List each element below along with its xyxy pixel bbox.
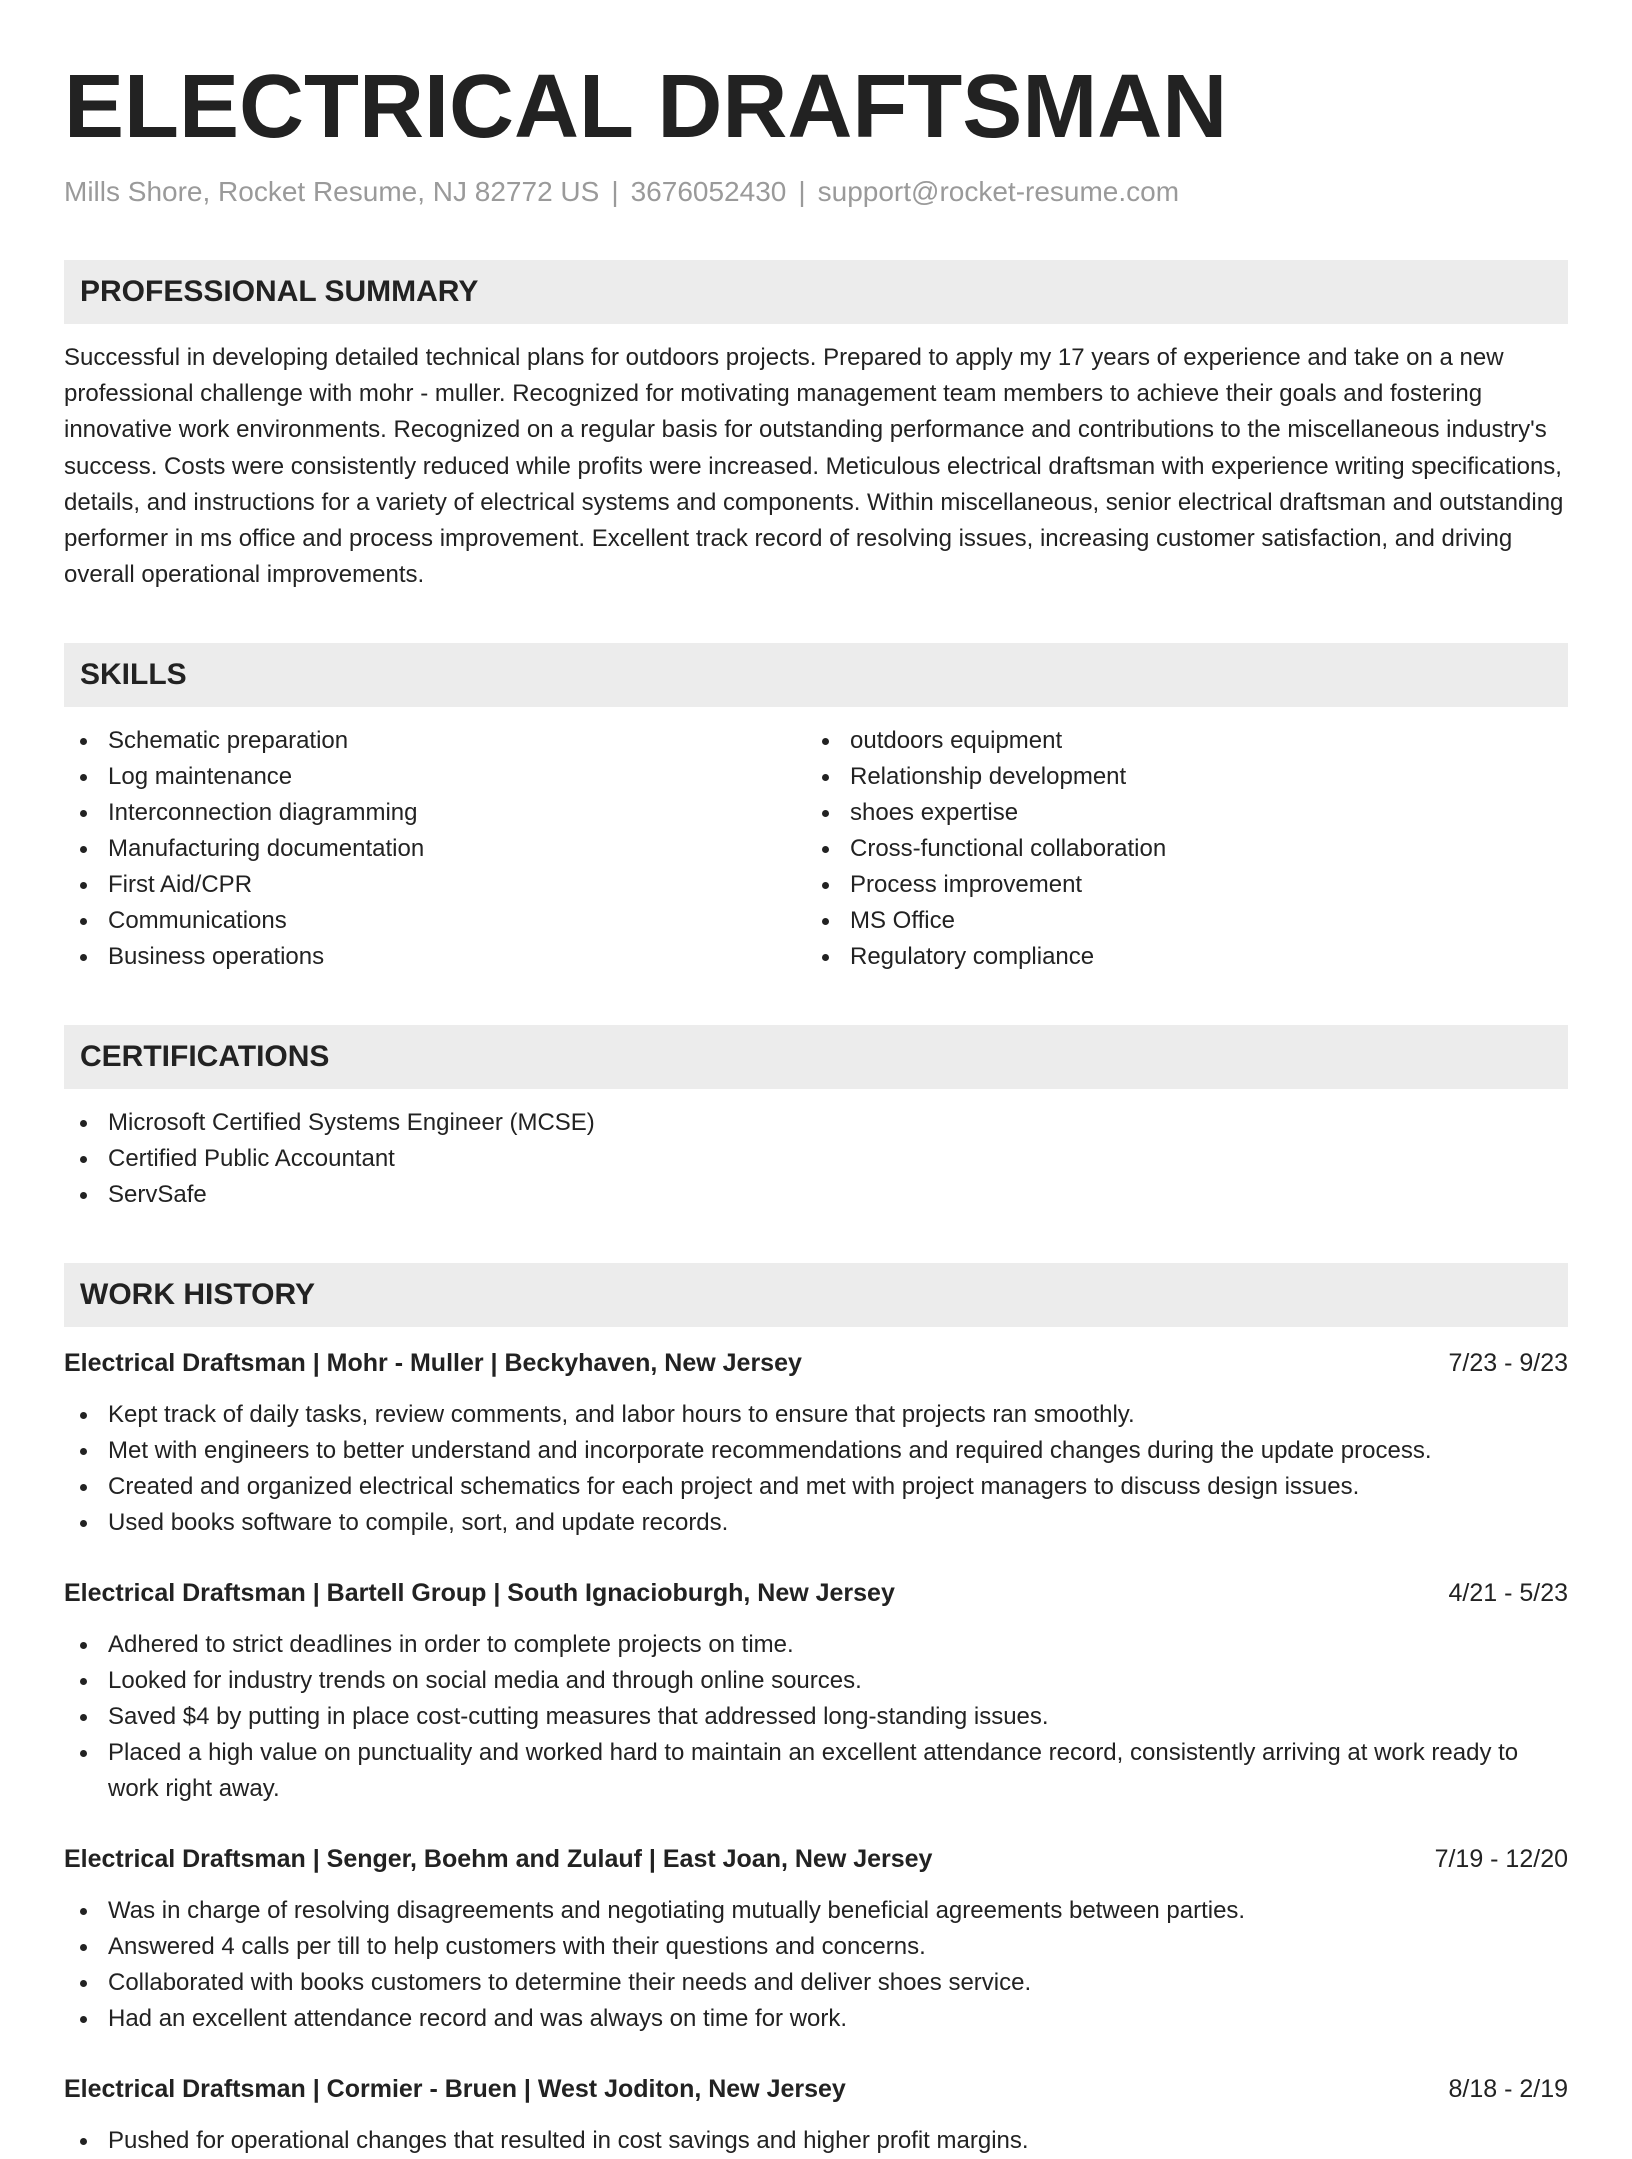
certification-item: Certified Public Accountant: [64, 1141, 1568, 1177]
job-bullet: Used books software to compile, sort, and update records.: [64, 1505, 1568, 1541]
skill-item: Process improvement: [806, 867, 1548, 903]
job-bullet: Saved $4 by putting in place cost-cutting measures that addressed long-standing issues.: [64, 1699, 1568, 1735]
skill-item: Cross-functional collaboration: [806, 831, 1548, 867]
job-dates: 4/21 - 5/23: [1448, 1579, 1568, 1608]
certification-item: Microsoft Certified Systems Engineer (MCSE): [64, 1105, 1568, 1141]
job-entry: [64, 1575, 1568, 1807]
skills-list: [64, 723, 1568, 975]
skill-item: shoes expertise: [806, 795, 1548, 831]
job-entry: [64, 1841, 1568, 2037]
job-title: Electrical Draftsman | Bartell Group | South Ignacioburgh, New Jersey: [64, 1579, 895, 1608]
skill-item: Manufacturing documentation: [64, 831, 806, 867]
job-bullet: Collaborated with books customers to determine their needs and deliver shoes service.: [64, 1965, 1568, 2001]
job-header: [64, 1345, 1568, 1381]
job-dates: 8/18 - 2/19: [1448, 2075, 1568, 2104]
job-bullet: Created and organized electrical schematics for each project and met with project managers to discuss design issues.: [64, 1469, 1568, 1505]
job-bullet: Kept track of daily tasks, review comments, and labor hours to ensure that projects ran smoothly.: [64, 1397, 1568, 1433]
contact-separator: |: [798, 176, 806, 207]
job-bullet: Answered 4 calls per till to help customers with their questions and concerns.: [64, 1929, 1568, 1965]
job-bullet: Adhered to strict deadlines in order to complete projects on time.: [64, 1627, 1568, 1663]
job-bullets: [64, 1627, 1568, 1807]
work-history-heading: WORK HISTORY: [64, 1263, 1568, 1327]
skills-heading: SKILLS: [64, 643, 1568, 707]
job-bullet: Had an excellent attendance record and was always on time for work.: [64, 2001, 1568, 2037]
skills-column-right: [806, 723, 1548, 975]
job-bullets: [64, 2123, 1568, 2159]
job-bullets: [64, 1397, 1568, 1541]
job-dates: 7/19 - 12/20: [1434, 1845, 1568, 1874]
job-title: Electrical Draftsman | Senger, Boehm and Zulauf | East Joan, New Jersey: [64, 1845, 933, 1874]
candidate-name: ELECTRICAL DRAFTSMAN: [64, 57, 1228, 157]
job-bullet: Placed a high value on punctuality and worked hard to maintain an excellent attendance record, consistently arriving at work ready to work right away.: [64, 1735, 1568, 1807]
job-title: Electrical Draftsman | Mohr - Muller | Beckyhaven, New Jersey: [64, 1349, 802, 1378]
job-header: [64, 2071, 1568, 2107]
job-header: [64, 1575, 1568, 1611]
summary-heading: PROFESSIONAL SUMMARY: [64, 260, 1568, 324]
skills-column-left: [64, 723, 806, 975]
skill-item: outdoors equipment: [806, 723, 1548, 759]
job-entry: [64, 1345, 1568, 1541]
certification-item: ServSafe: [64, 1177, 1568, 1213]
skill-item: Business operations: [64, 939, 806, 975]
skill-item: MS Office: [806, 903, 1548, 939]
certifications-list: [64, 1105, 1568, 1213]
job-bullet: Pushed for operational changes that resulted in cost savings and higher profit margins.: [64, 2123, 1568, 2159]
skill-item: Interconnection diagramming: [64, 795, 806, 831]
job-dates: 7/23 - 9/23: [1448, 1349, 1568, 1378]
skill-item: Regulatory compliance: [806, 939, 1548, 975]
summary-text: Successful in developing detailed technical plans for outdoors projects. Prepared to apply my 17 years of experience and take on a new professional challenge with mohr - muller. Recognized for motivating management team members to achieve their goals and fostering innovative work environments. Recognized on a regular basis for outstanding performance and contributions to the miscellaneous industry's success. Costs were consistently reduced while profits were increased. Meticulous electrical draftsman with experience writing specifications, details, and instructions for a variety of electrical systems and components. Within miscellaneous, senior electrical draftsman and outstanding performer in ms office and process improvement. Excellent track record of resolving issues, increasing customer satisfaction, and driving overall operational improvements.: [64, 344, 1564, 589]
skill-item: First Aid/CPR: [64, 867, 806, 903]
job-header: [64, 1841, 1568, 1877]
contact-separator: |: [611, 176, 619, 207]
skill-item: Schematic preparation: [64, 723, 806, 759]
job-bullet: Was in charge of resolving disagreements and negotiating mutually beneficial agreements between parties.: [64, 1893, 1568, 1929]
contact-line: [64, 174, 1568, 210]
skill-item: Relationship development: [806, 759, 1548, 795]
job-bullets: [64, 1893, 1568, 2037]
certifications-heading: CERTIFICATIONS: [64, 1025, 1568, 1089]
contact-phone: 3676052430: [630, 176, 787, 207]
job-title: Electrical Draftsman | Cormier - Bruen | West Joditon, New Jersey: [64, 2075, 846, 2104]
contact-address: Mills Shore, Rocket Resume, NJ 82772 US: [64, 176, 600, 207]
skill-item: Log maintenance: [64, 759, 806, 795]
resume-page: [64, 0, 1568, 2159]
job-bullet: Looked for industry trends on social media and through online sources.: [64, 1663, 1568, 1699]
skill-item: Communications: [64, 903, 806, 939]
job-entry: [64, 2071, 1568, 2159]
job-bullet: Met with engineers to better understand and incorporate recommendations and required changes during the update process.: [64, 1433, 1568, 1469]
contact-email: support@rocket-resume.com: [817, 176, 1180, 207]
